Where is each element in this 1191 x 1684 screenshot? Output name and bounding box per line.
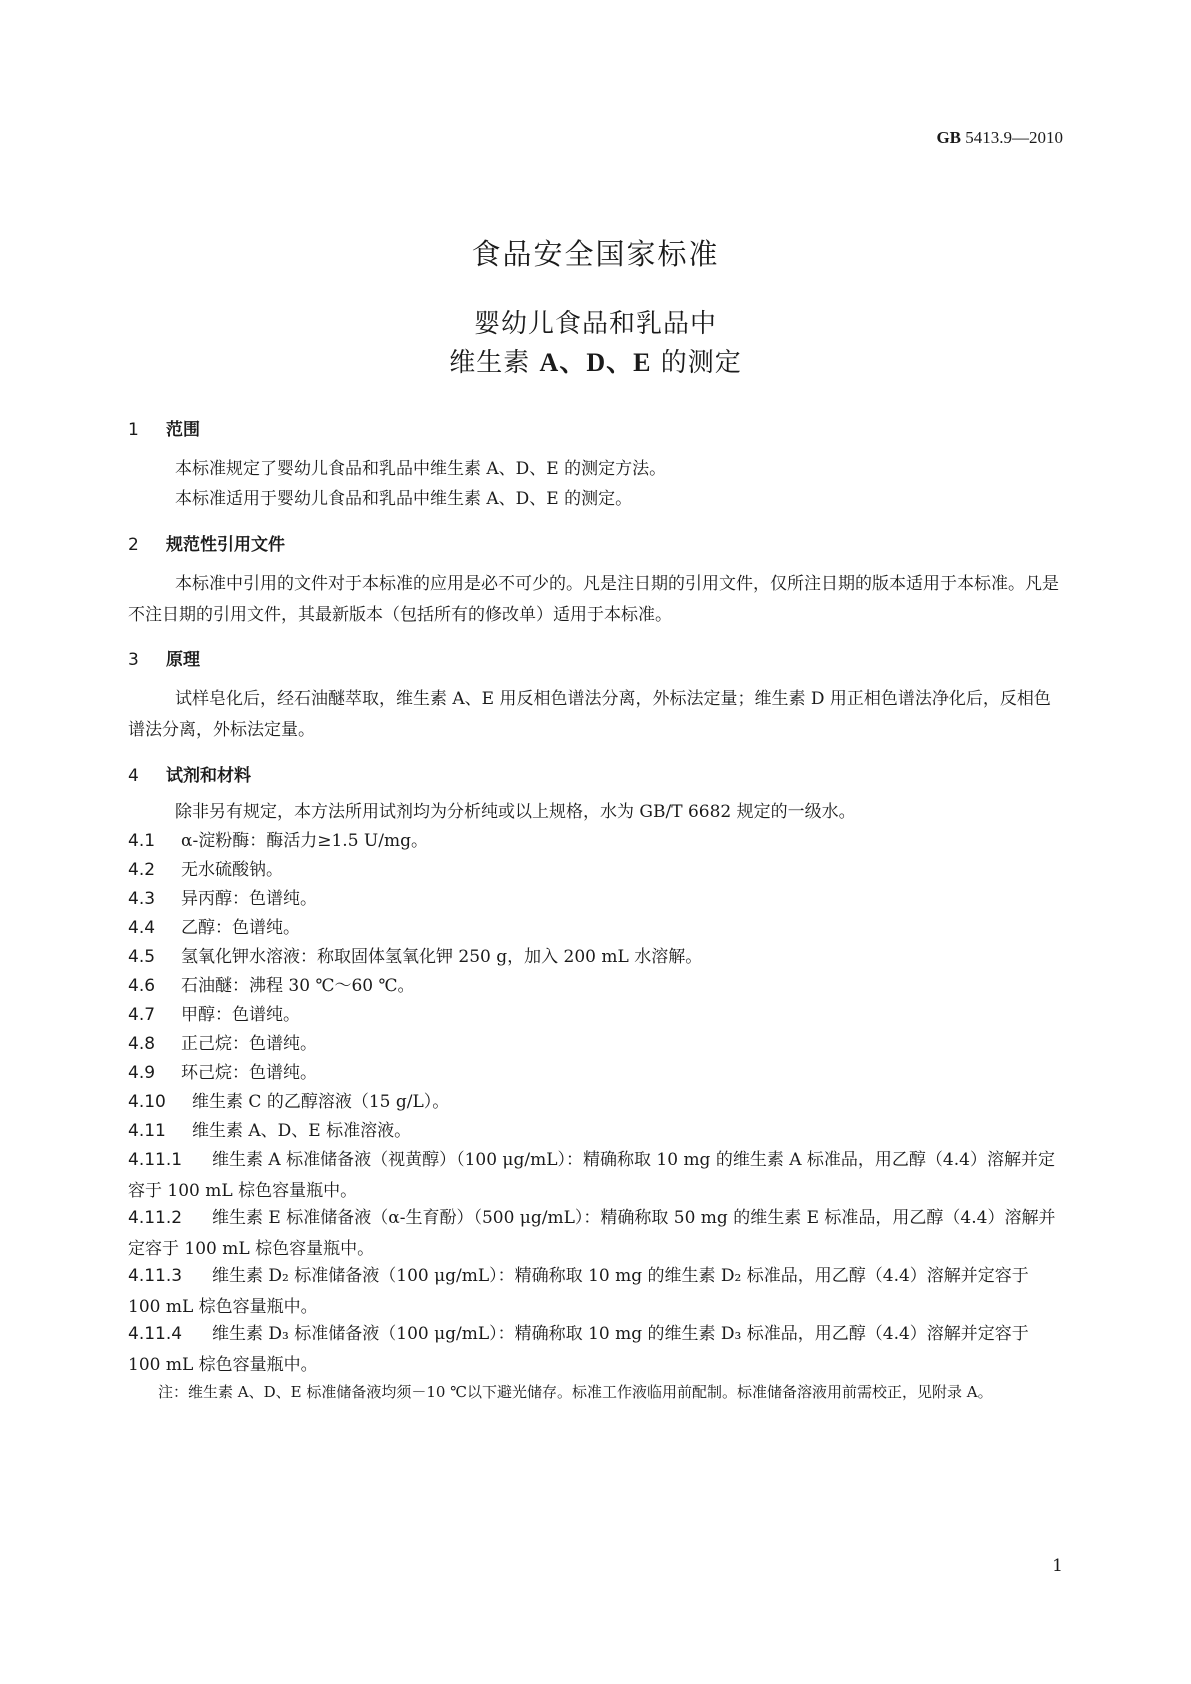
reagent-item: 4.5 氢氧化钾水溶液：称取固体氢氧化钾 250 g，加入 200 mL 水溶解。 — [128, 947, 703, 967]
reagent-item: 4.4 乙醇：色谱纯。 — [128, 918, 300, 938]
document-subtitle-line2: 维生素 A、D、E 的测定 — [449, 348, 742, 378]
reagent-item: 4.6 石油醚：沸程 30 ℃～60 ℃。 — [128, 976, 415, 996]
reagent-item: 4.10 维生素 C 的乙醇溶液（15 g/L）。 — [128, 1092, 450, 1112]
section-heading-reagents: 4 试剂和材料 — [128, 766, 251, 786]
reagent-item: 4.11 维生素 A、D、E 标准溶液。 — [128, 1121, 412, 1141]
document-subtitle-line1: 婴幼儿食品和乳品中 — [473, 309, 717, 339]
scope-paragraph-1: 本标准规定了婴幼儿食品和乳品中维生素 A、D、E 的测定方法。 — [175, 459, 667, 479]
section-heading-references: 2 规范性引用文件 — [128, 535, 285, 555]
reagent-item: 4.9 环己烷：色谱纯。 — [128, 1063, 317, 1083]
reagent-item: 4.11.1 维生素 A 标准储备液（视黄醇）（100 μg/mL）：精确称取 10 mg 的维生素 A 标准品，用乙醇（4.4）溶解并定容于 100 mL 棕色容量瓶中。 — [128, 1150, 1055, 1201]
reagents-intro: 除非另有规定，本方法所用试剂均为分析纯或以上规格，水为 GB/T 6682 规定的一级水。 — [175, 802, 856, 822]
standard-number: GB 5413.9—2010 — [936, 128, 1063, 147]
page-number: 1 — [1052, 1556, 1063, 1576]
section-heading-scope: 1 范围 — [128, 420, 200, 440]
reagent-item: 4.1 α-淀粉酶：酶活力≥1.5 U/mg。 — [128, 831, 428, 851]
scope-paragraph-2: 本标准适用于婴幼儿食品和乳品中维生素 A、D、E 的测定。 — [175, 489, 633, 509]
storage-note: 注：维生素 A、D、E 标准储备液均须－10 ℃以下避光储存。标准工作液临用前配制。标准储备溶液用前需校正，见附录 A。 — [158, 1383, 993, 1401]
section-heading-principle: 3 原理 — [128, 650, 200, 670]
reagent-item: 4.7 甲醇：色谱纯。 — [128, 1005, 300, 1025]
document-title: 食品安全国家标准 — [471, 237, 720, 271]
reagent-item: 4.2 无水硫酸钠。 — [128, 860, 283, 880]
reagent-item: 4.11.3 维生素 D₂ 标准储备液（100 μg/mL）：精确称取 10 mg 的维生素 D₂ 标准品，用乙醇（4.4）溶解并定容于 100 mL 棕色容量瓶中。 — [128, 1266, 1029, 1317]
principle-paragraph: 试样皂化后，经石油醚萃取，维生素 A、E 用反相色谱法分离，外标法定量；维生素 D 用正相色谱法净化后，反相色谱法分离，外标法定量。 — [128, 689, 1051, 740]
reagent-item: 4.3 异丙醇：色谱纯。 — [128, 889, 317, 909]
reagent-item: 4.11.4 维生素 D₃ 标准储备液（100 μg/mL）：精确称取 10 mg 的维生素 D₃ 标准品，用乙醇（4.4）溶解并定容于 100 mL 棕色容量瓶中。 — [128, 1324, 1029, 1375]
reagent-item: 4.8 正己烷：色谱纯。 — [128, 1034, 317, 1054]
references-paragraph: 本标准中引用的文件对于本标准的应用是必不可少的。凡是注日期的引用文件，仅所注日期的版本适用于本标准。凡是不注日期的引用文件，其最新版本（包括所有的修改单）适用于本标准。 — [128, 574, 1059, 625]
reagent-item: 4.11.2 维生素 E 标准储备液（α-生育酚）（500 μg/mL）：精确称取 50 mg 的维生素 E 标准品，用乙醇（4.4）溶解并定容于 100 mL 棕色容量瓶中。 — [128, 1208, 1056, 1259]
